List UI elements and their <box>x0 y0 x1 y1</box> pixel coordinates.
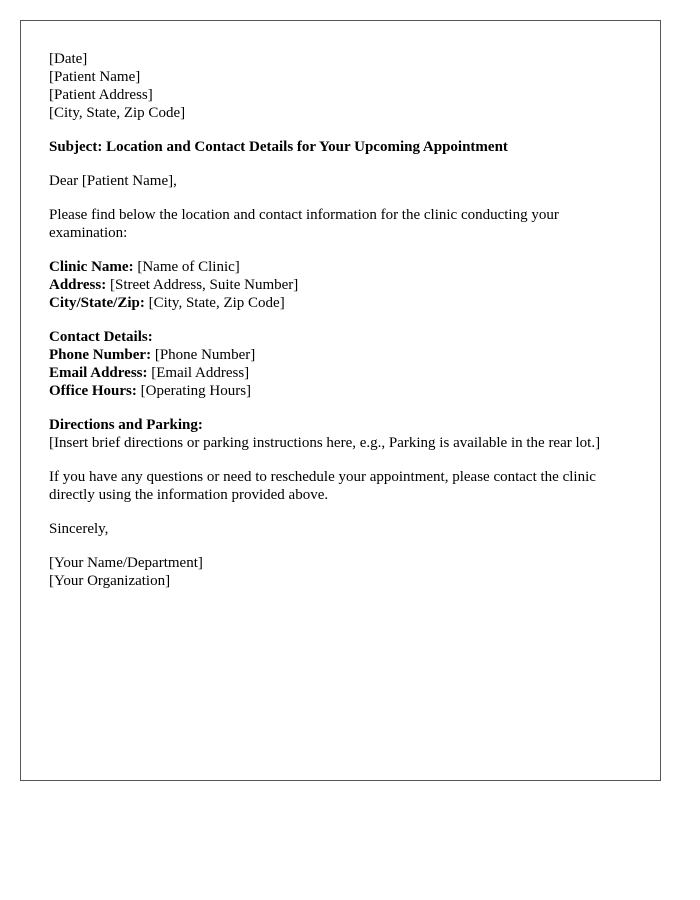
email-line <box>49 364 632 382</box>
directions-heading: Directions and Parking: <box>49 417 203 433</box>
phone-line <box>49 346 632 364</box>
closing-paragraph: If you have any questions or need to reschedule your appointment, please contact the clinic directly using the information provided above. <box>49 469 596 503</box>
signature-organization: [Your Organization] <box>49 573 171 589</box>
recipient-block <box>49 50 632 122</box>
subject-text: Subject: Location and Contact Details for Your Upcoming Appointment <box>49 139 508 155</box>
contact-heading: Contact Details: <box>49 329 153 345</box>
clinic-name-value: [Name of Clinic] <box>133 259 240 275</box>
phone-value: [Phone Number] <box>151 347 256 363</box>
email-label: Email Address: <box>49 365 148 381</box>
hours-line <box>49 382 632 400</box>
directions-section <box>49 416 632 452</box>
clinic-city-line <box>49 294 632 312</box>
clinic-address-value: [Street Address, Suite Number] <box>106 277 299 293</box>
date-line: [Date] <box>49 51 88 67</box>
clinic-city-value: [City, State, Zip Code] <box>144 295 285 311</box>
directions-text: [Insert brief directions or parking instructions here, e.g., Parking is available in the rear lot.] <box>49 435 601 451</box>
email-value: [Email Address] <box>147 365 250 381</box>
clinic-details <box>49 258 632 312</box>
contact-details <box>49 328 632 400</box>
phone-label: Phone Number: <box>49 347 152 363</box>
subject-line <box>49 138 632 156</box>
intro-paragraph: Please find below the location and contact information for the clinic conducting your examination: <box>49 207 559 241</box>
clinic-address-line <box>49 276 632 294</box>
hours-value: [Operating Hours] <box>136 383 252 399</box>
patient-name-line: [Patient Name] <box>49 69 141 85</box>
hours-label: Office Hours: <box>49 383 137 399</box>
signature-block <box>49 554 632 590</box>
patient-address-line: [Patient Address] <box>49 87 153 103</box>
signoff: Sincerely, <box>49 521 109 537</box>
city-state-zip-line: [City, State, Zip Code] <box>49 105 186 121</box>
salutation: Dear [Patient Name], <box>49 173 177 189</box>
signature-name: [Your Name/Department] <box>49 555 203 571</box>
clinic-name-label: Clinic Name: <box>49 259 134 275</box>
clinic-name-line <box>49 258 632 276</box>
clinic-city-label: City/State/Zip: <box>49 295 145 311</box>
letter-page <box>20 20 661 781</box>
clinic-address-label: Address: <box>49 277 107 293</box>
